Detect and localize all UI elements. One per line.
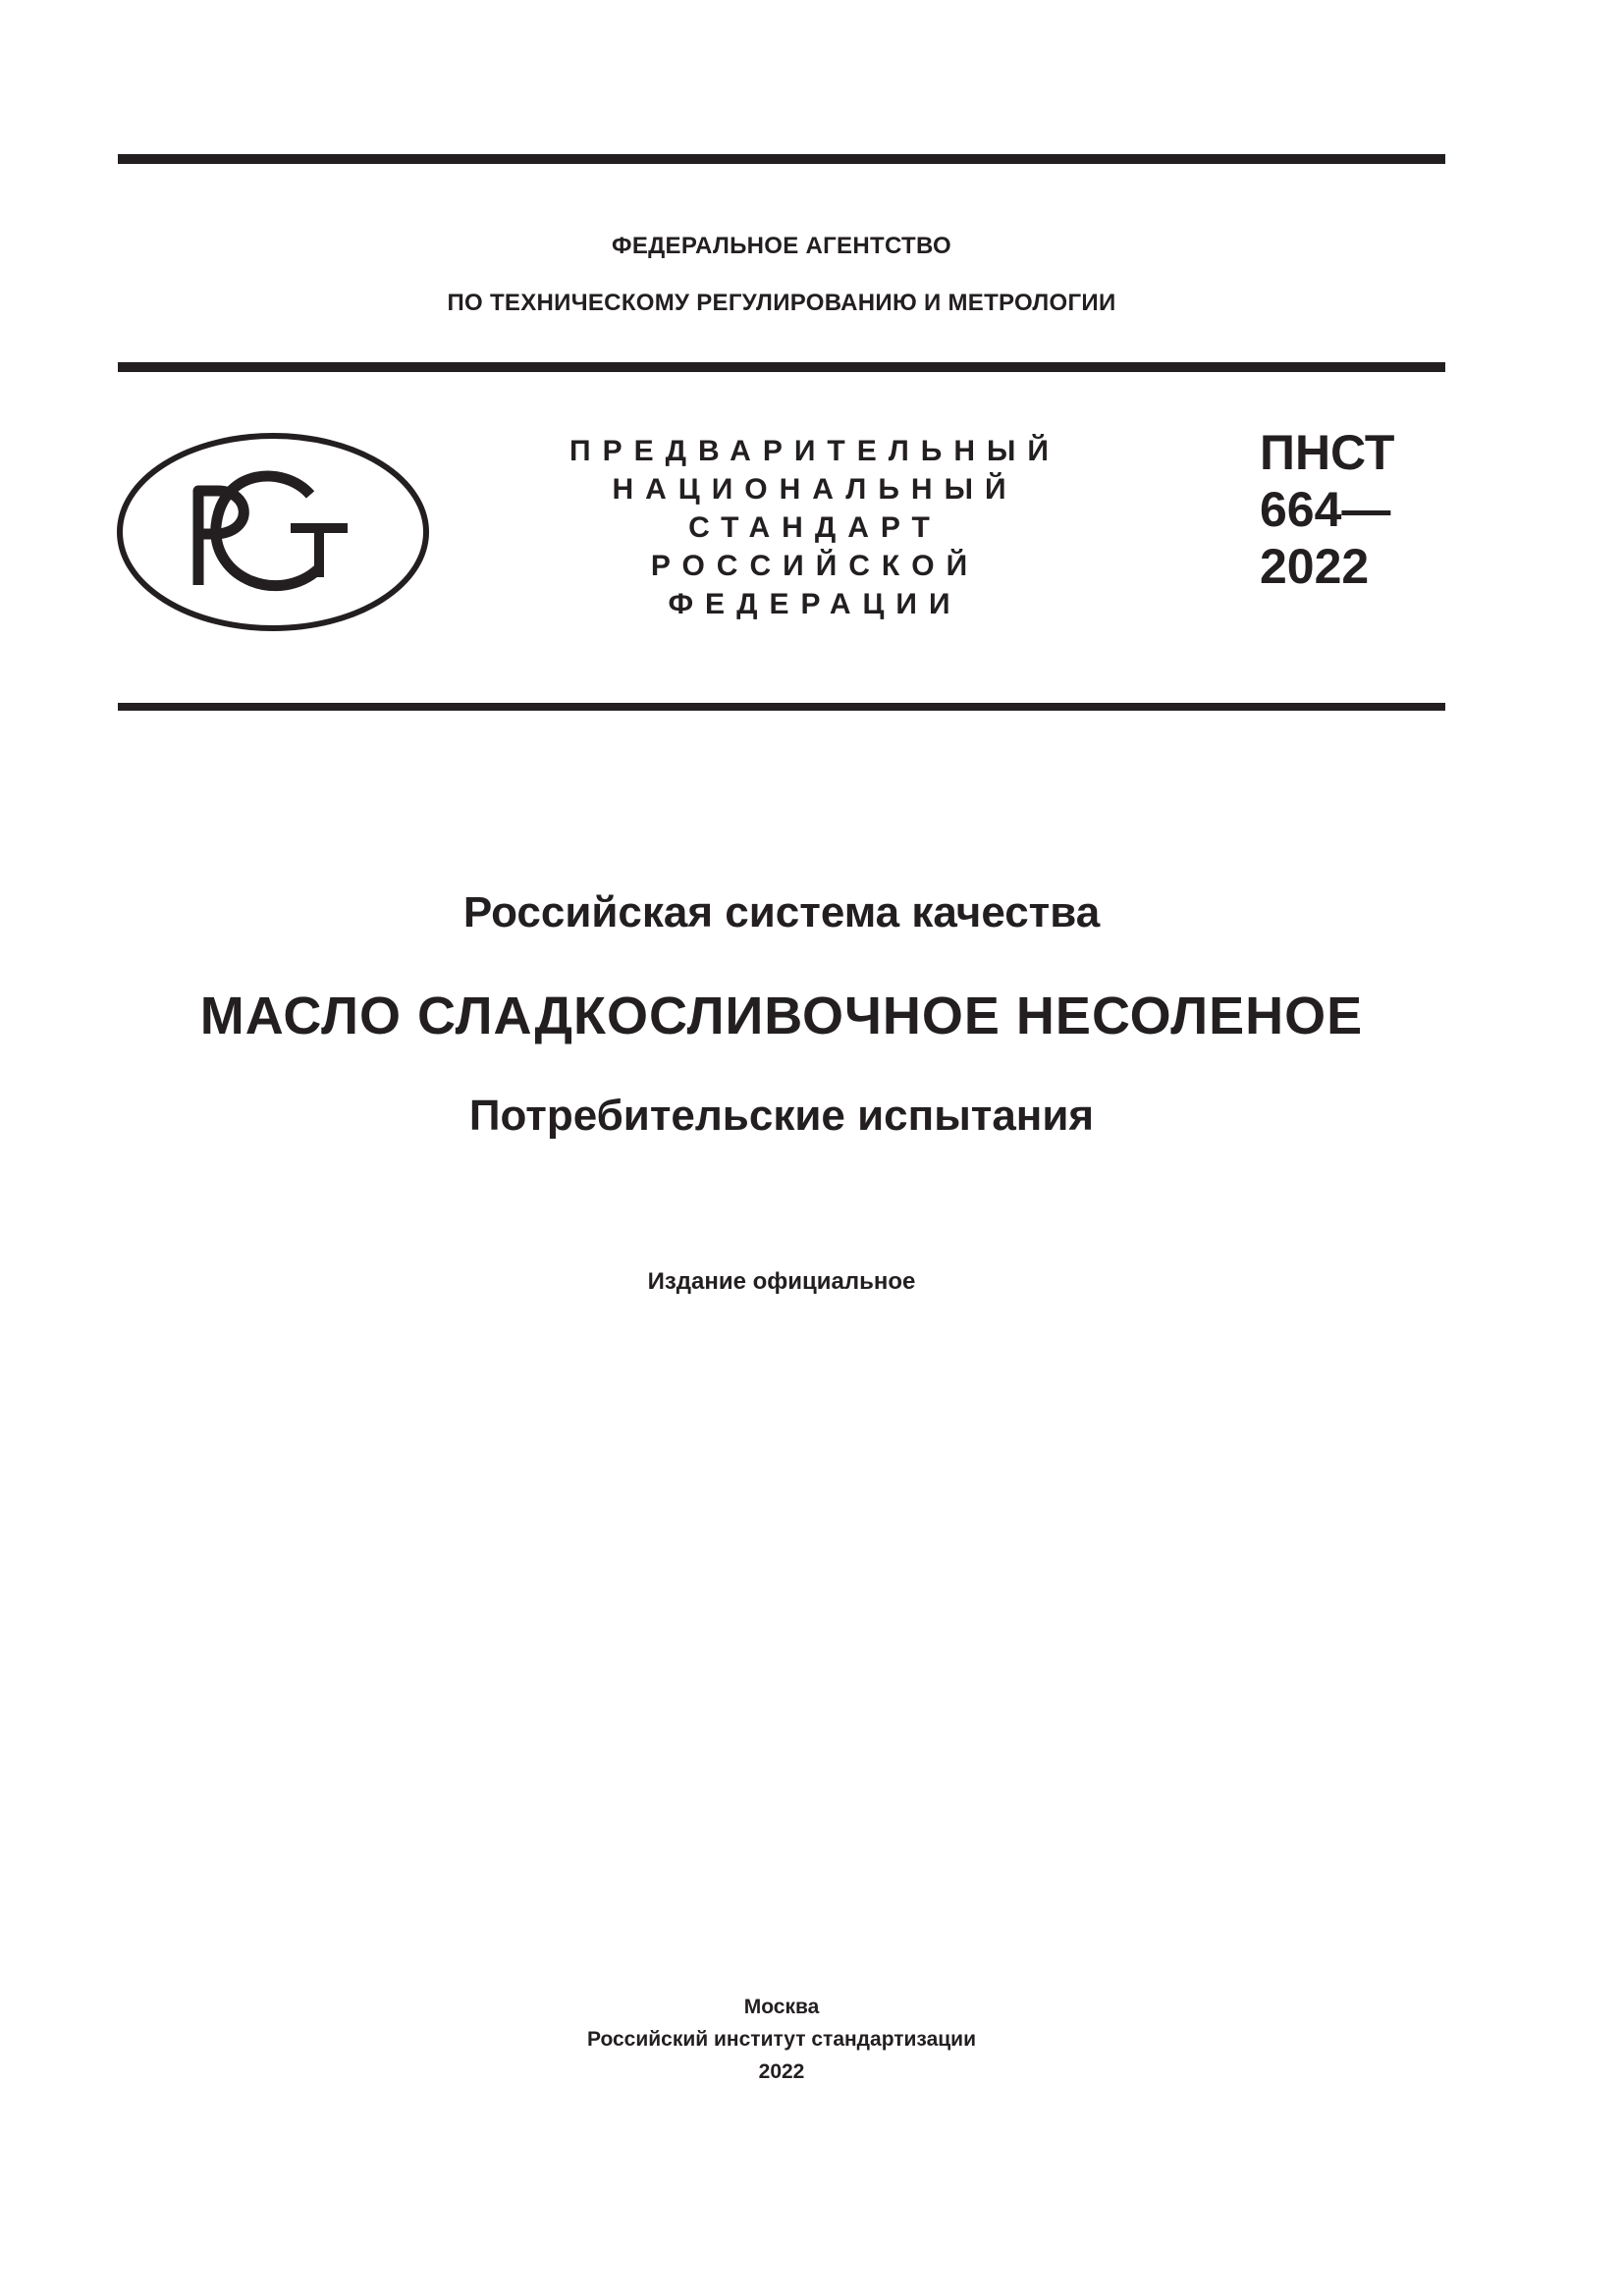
standard-type-line: ФЕДЕРАЦИИ — [668, 588, 962, 620]
gost-r-logo-icon — [116, 432, 432, 632]
standard-type-line: ПРЕДВАРИТЕЛЬНЫЙ — [569, 435, 1060, 467]
imprint-publisher: Российский институт стандартизации — [586, 2028, 977, 2051]
agency-name — [118, 218, 1445, 332]
standard-number — [1260, 424, 1394, 595]
top-rule — [118, 154, 1445, 164]
quality-system-title: Российская система качества — [462, 888, 1101, 936]
standard-number-line: ПНСТ — [1260, 425, 1395, 480]
standard-type — [511, 432, 1119, 623]
imprint-year: 2022 — [758, 2060, 805, 2083]
edition-note: Издание официальное — [647, 1268, 916, 1295]
agency-line-2: ПО ТЕХНИЧЕСКОМУ РЕГУЛИРОВАНИЮ И МЕТРОЛОГИИ — [447, 290, 1116, 316]
standard-type-line: НАЦИОНАЛЬНЫЙ — [612, 473, 1018, 506]
document-title: МАСЛО СЛАДКОСЛИВОЧНОЕ НЕСОЛЕНОЕ — [199, 987, 1364, 1045]
standard-type-line: СТАНДАРТ — [688, 511, 942, 544]
standard-type-line: РОССИЙСКОЙ — [650, 550, 980, 582]
imprint-city: Москва — [743, 1996, 820, 2018]
standard-number-line: 664— — [1260, 482, 1391, 537]
header-divider-rule — [118, 362, 1445, 372]
document-subtitle: Потребительские испытания — [468, 1092, 1095, 1140]
agency-line-1: ФЕДЕРАЛЬНОЕ АГЕНТСТВО — [612, 233, 951, 259]
imprint — [118, 1991, 1445, 2088]
standard-number-line: 2022 — [1260, 539, 1370, 594]
title-block-rule — [118, 703, 1445, 711]
